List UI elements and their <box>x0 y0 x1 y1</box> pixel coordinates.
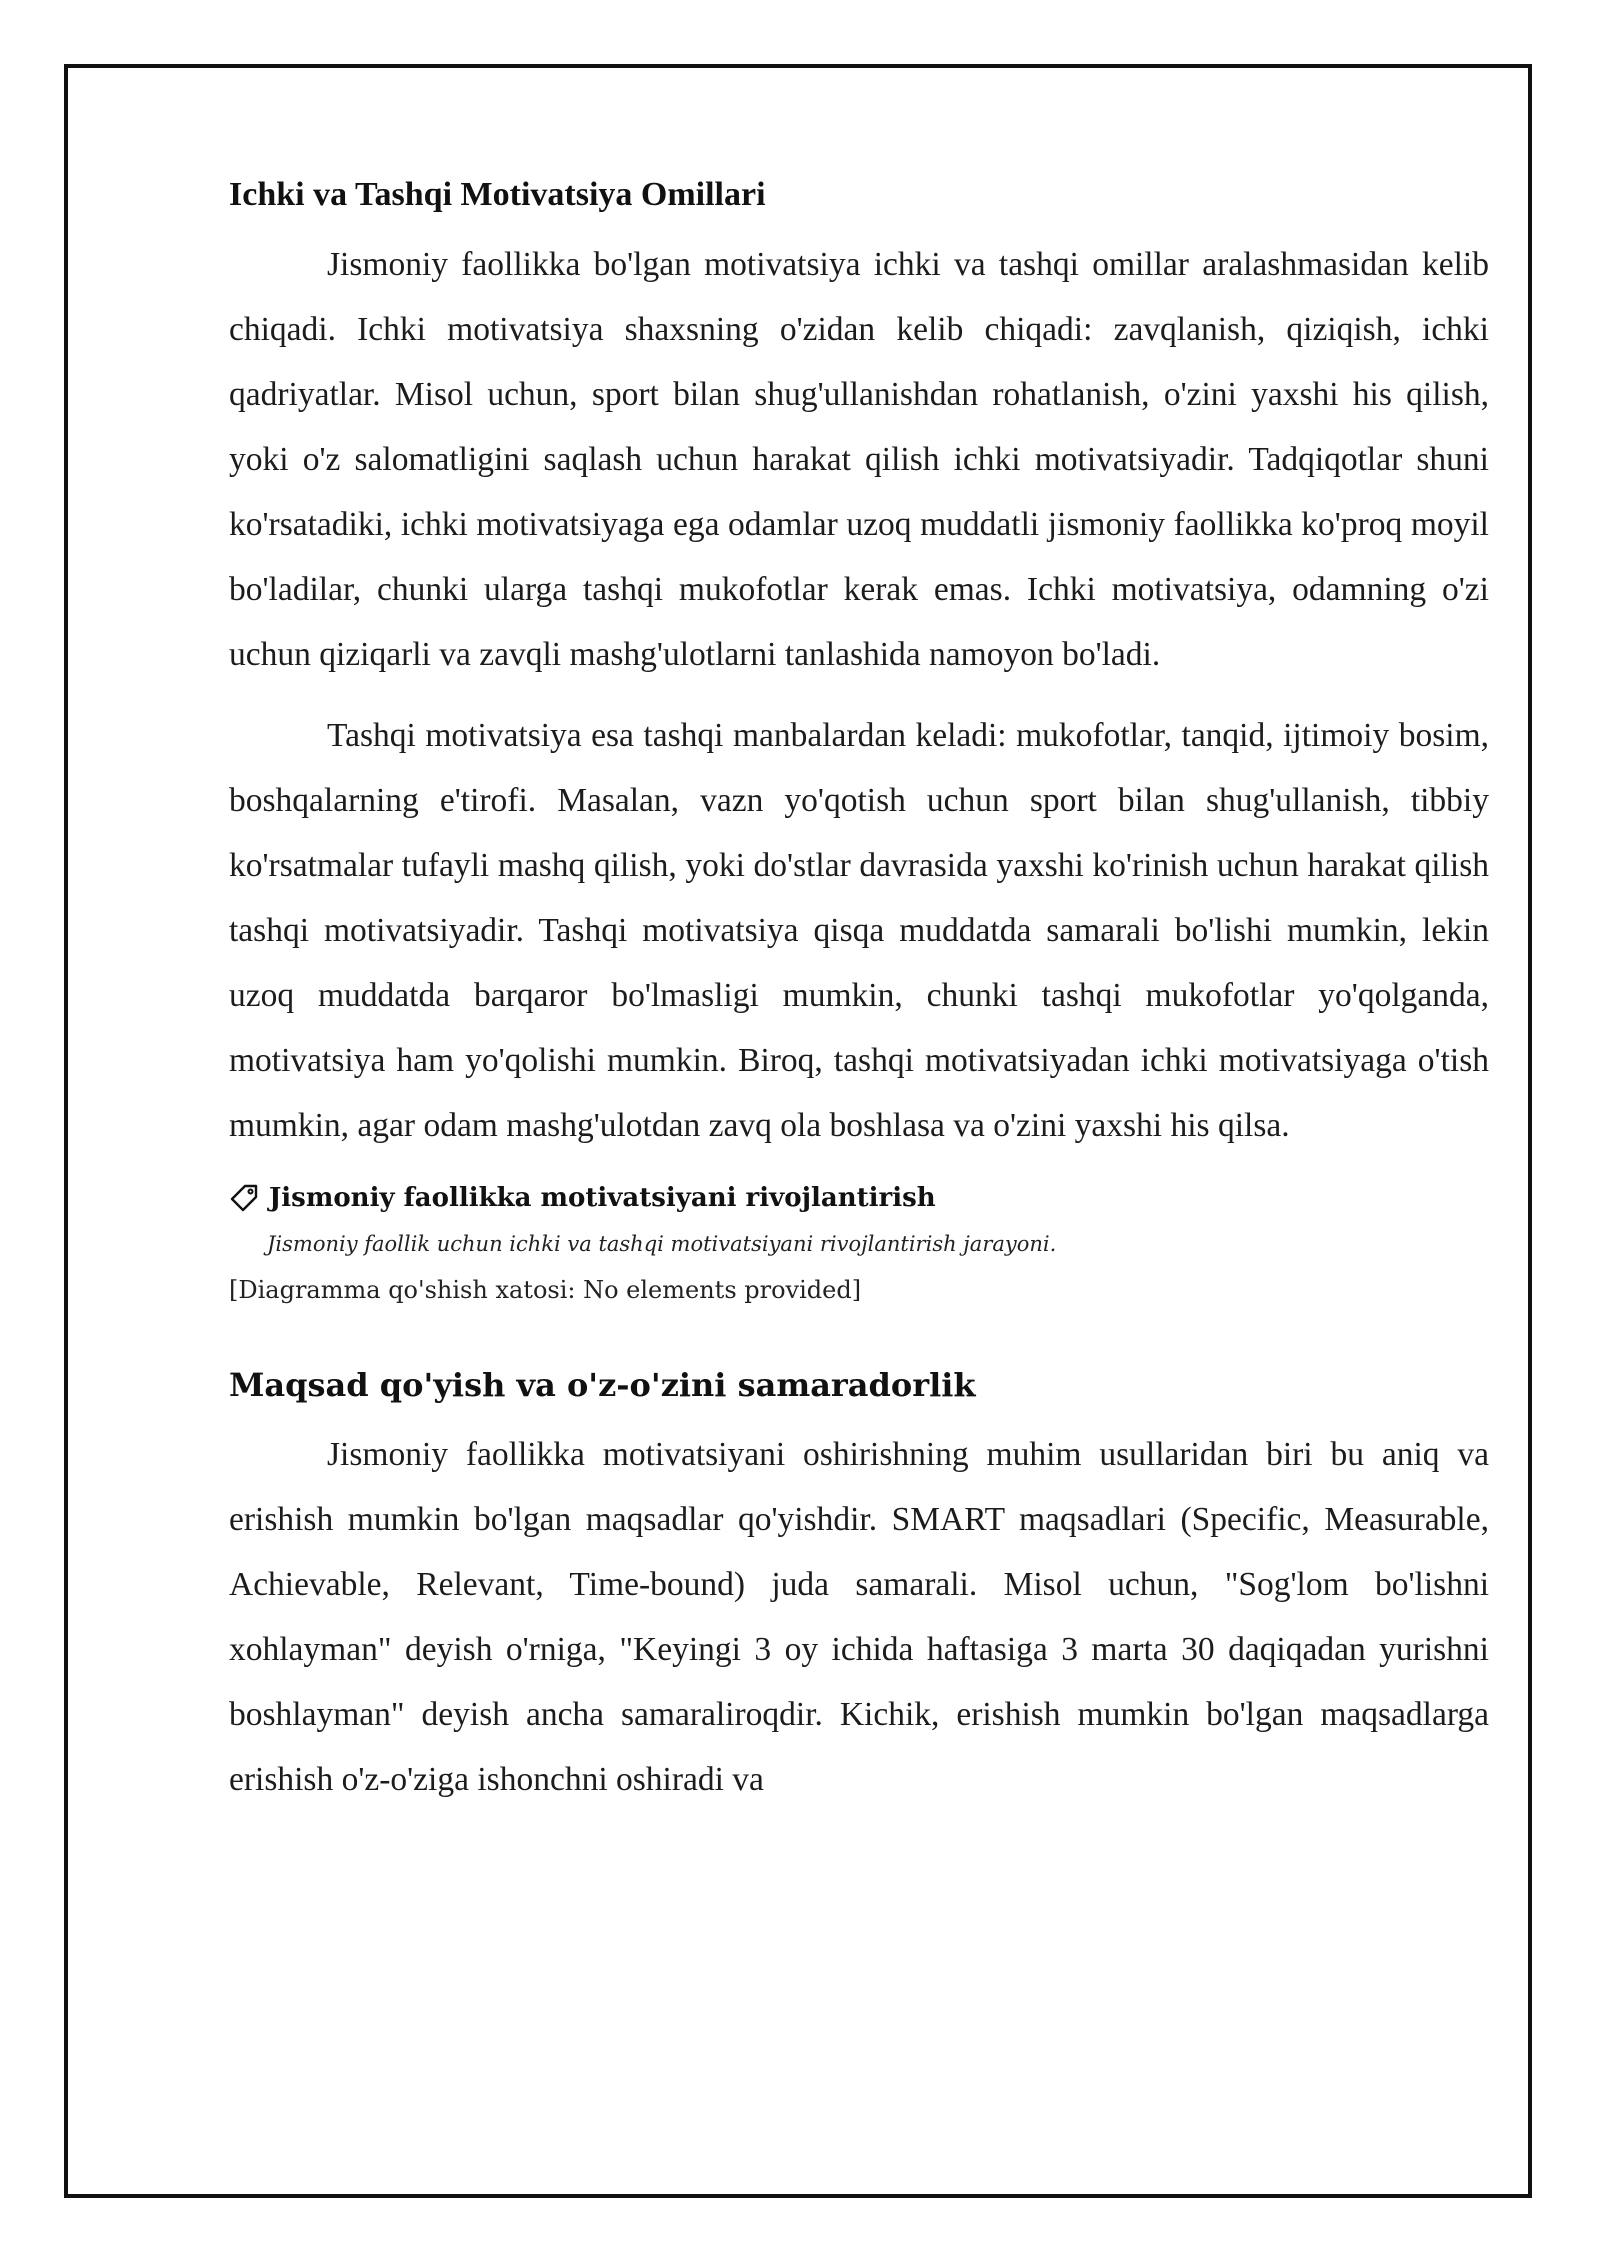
diagram-error-message: [Diagramma qo'shish xatosi: No elements provided] <box>229 1276 862 1304</box>
diagram-title: Jismoniy faollikka motivatsiyani rivojlantirish <box>269 1183 936 1213</box>
paragraph: Jismoniy faollikka motivatsiyani oshirishning muhim usullaridan biri bu aniq va erishish mumkin bo'lgan maqsadlar qo'yishdir. SMART maqsadlari (Specific, Measurable, Achievable, Relevant, Time-bound) juda samarali. Misol uchun, "Sog'lom bo'lishni xohlayman" deyish o'rniga, "Keyingi 3 oy ichida haftasiga 3 marta 30 daqiqadan yurishni boshlayman" deyish ancha samaraliroqdir. Kichik, erishish mumkin bo'lgan maqsadlarga erishish o'z-o'ziga ishonchni oshiradi va <box>229 1436 1489 1798</box>
section-title: Ichki va Tashqi Motivatsiya Omillari <box>229 176 766 213</box>
diagram-caption: Jismoniy faollik uchun ichki va tashqi motivatsiyani rivojlantirish jarayoni. <box>267 1232 1057 1256</box>
diagram-title-row <box>229 1178 1489 1218</box>
paragraph: Tashqi motivatsiya esa tashqi manbalardan keladi: mukofotlar, tanqid, ijtimoiy bosim, boshqalarning e'tirofi. Masalan, vazn yo'qotish uchun sport bilan shug'ullanish, tibbiy ko'rsatmalar tufayli mashq qilish, yoki do'stlar davrasida yaxshi ko'rinish uchun harakat qilish tashqi motivatsiyadir. Tashqi motivatsiya qisqa muddatda samarali bo'lishi mumkin, lekin uzoq muddatda barqaror bo'lmasligi mumkin, chunki tashqi mukofotlar yo'qolganda, motivatsiya ham yo'qolishi mumkin. Biroq, tashqi motivatsiyadan ichki motivatsiyaga o'tish mumkin, agar odam mashg'ulotdan zavq ola boshlasa va o'zini yaxshi his qilsa. <box>229 717 1489 1144</box>
tag-icon <box>229 1183 259 1213</box>
diagram-block <box>229 1178 1489 1310</box>
paragraph: Jismoniy faollikka bo'lgan motivatsiya ichki va tashqi omillar aralashmasidan kelib chiqadi. Ichki motivatsiya shaxsning o'zidan kelib chiqadi: zavqlanish, qiziqish, ichki qadriyatlar. Misol uchun, sport bilan shug'ullanishdan rohatlanish, o'zini yaxshi his qilish, yoki o'z salomatligini saqlash uchun harakat qilish ichki motivatsiyadir. Tadqiqotlar shuni ko'rsatadiki, ichki motivatsiyaga ega odamlar uzoq muddatli jismoniy faollikka ko'proq moyil bo'ladilar, chunki ularga tashqi mukofotlar kerak emas. Ichki motivatsiya, odamning o'zi uchun qiziqarli va zavqli mashg'ulotlarni tanlashida namoyon bo'ladi. <box>229 246 1489 673</box>
document-content <box>229 172 1489 1828</box>
section-title: Maqsad qo'yish va o'z-o'zini samaradorlik <box>229 1366 976 1404</box>
